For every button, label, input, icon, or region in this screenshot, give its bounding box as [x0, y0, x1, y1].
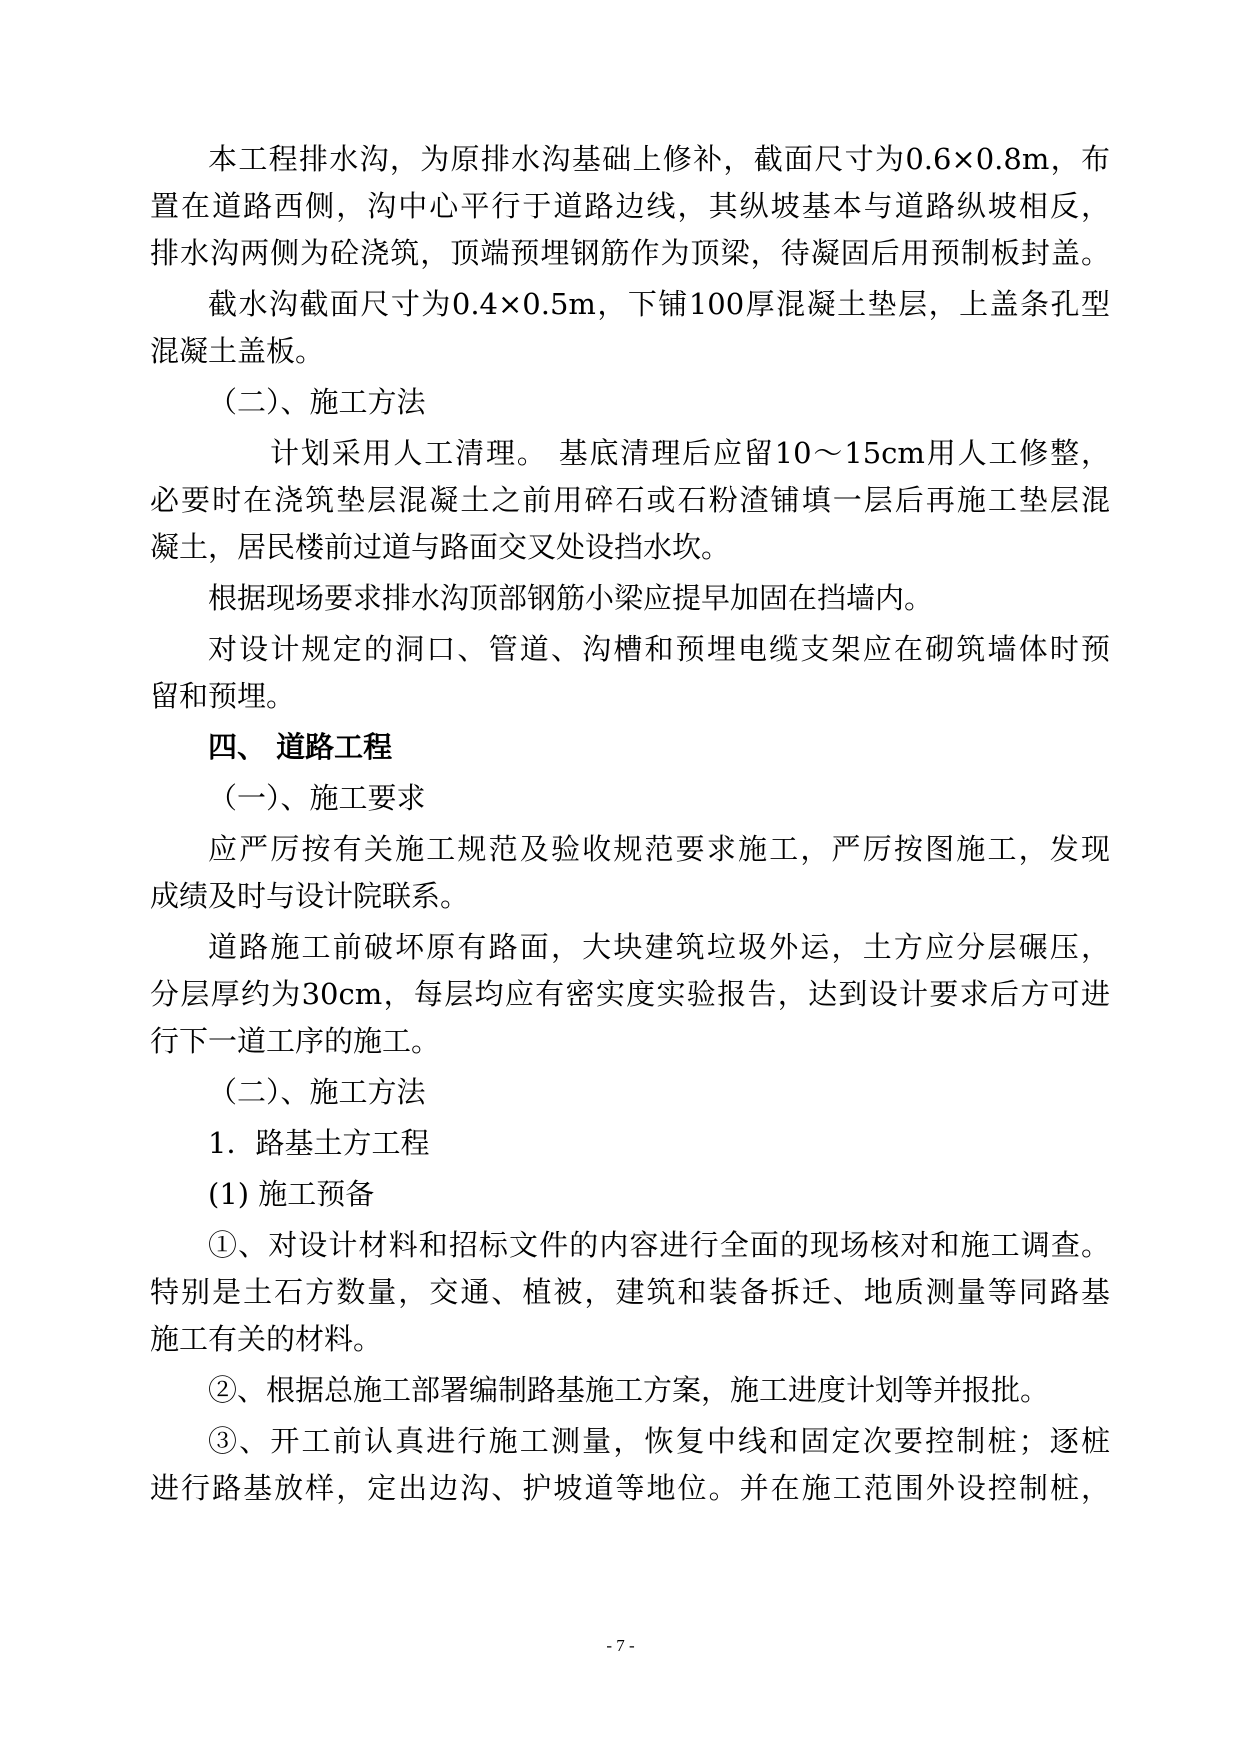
page-number: - 7 - — [606, 1636, 635, 1655]
paragraph-line: 排水沟两侧为砼浇筑，顶端预埋钢筋作为顶梁，待凝固后用预制板封盖。 — [150, 236, 1110, 270]
paragraph-line: ②、根据总施工部署编制路基施工方案，施工进度计划等并报批。 — [208, 1373, 1050, 1407]
paragraph-line: 根据现场要求排水沟顶部钢筋小梁应提早加固在挡墙内。 — [208, 581, 934, 615]
paragraph-line: 置在道路西侧，沟中心平行于道路边线，其纵坡基本与道路纵坡相反， — [150, 189, 1110, 223]
paragraph-line: 进行路基放样，定出边沟、护坡道等地位。并在施工范围外设控制桩， — [150, 1471, 1110, 1505]
item-heading: (1) 施工预备 — [208, 1177, 375, 1211]
section-subheading: （一）、施工要求 — [208, 781, 426, 815]
item-heading: 1．路基土方工程 — [208, 1126, 430, 1160]
section-heading: 四、 道路工程 — [208, 730, 393, 764]
paragraph-line: 本工程排水沟，为原排水沟基础上修补，截面尺寸为0.6×0.8m，布 — [208, 142, 1110, 176]
paragraph-line: ③、开工前认真进行施工测量，恢复中线和固定次要控制桩；逐桩 — [208, 1424, 1110, 1458]
section-subheading: （二）、施工方法 — [208, 1075, 426, 1109]
section-subheading: （二）、施工方法 — [208, 385, 426, 419]
paragraph-line: 应严厉按有关施工规范及验收规范要求施工，严厉按图施工，发现 — [208, 832, 1110, 866]
paragraph-line: 混凝土盖板。 — [150, 334, 325, 368]
paragraph-line: 行下一道工序的施工。 — [150, 1024, 441, 1058]
paragraph-line: 对设计规定的洞口、管道、沟槽和预埋电缆支架应在砌筑墙体时预 — [208, 632, 1110, 666]
paragraph-line: 分层厚约为30cm，每层均应有密实度实验报告，达到设计要求后方可进 — [150, 977, 1110, 1011]
paragraph-line: 留和预埋。 — [150, 679, 296, 713]
paragraph-line: 成绩及时与设计院联系。 — [150, 879, 470, 913]
paragraph-line: 凝土，居民楼前过道与路面交叉处设挡水坎。 — [150, 530, 731, 564]
paragraph-line: 计划采用人工清理。 基底清理后应留10～15cm用人工修整， — [270, 436, 1110, 470]
paragraph-line: 截水沟截面尺寸为0.4×0.5m，下铺100厚混凝土垫层，上盖条孔型 — [208, 287, 1110, 321]
paragraph-line: 施工有关的材料。 — [150, 1322, 383, 1356]
paragraph-line: 特别是土石方数量，交通、植被，建筑和装备拆迁、地质测量等同路基 — [150, 1275, 1110, 1309]
paragraph-line: ①、对设计材料和招标文件的内容进行全面的现场核对和施工调查。 — [208, 1228, 1110, 1262]
paragraph-line: 道路施工前破坏原有路面，大块建筑垃圾外运，土方应分层碾压， — [208, 930, 1110, 964]
paragraph-line: 必要时在浇筑垫层混凝土之前用碎石或石粉渣铺填一层后再施工垫层混 — [150, 483, 1110, 517]
